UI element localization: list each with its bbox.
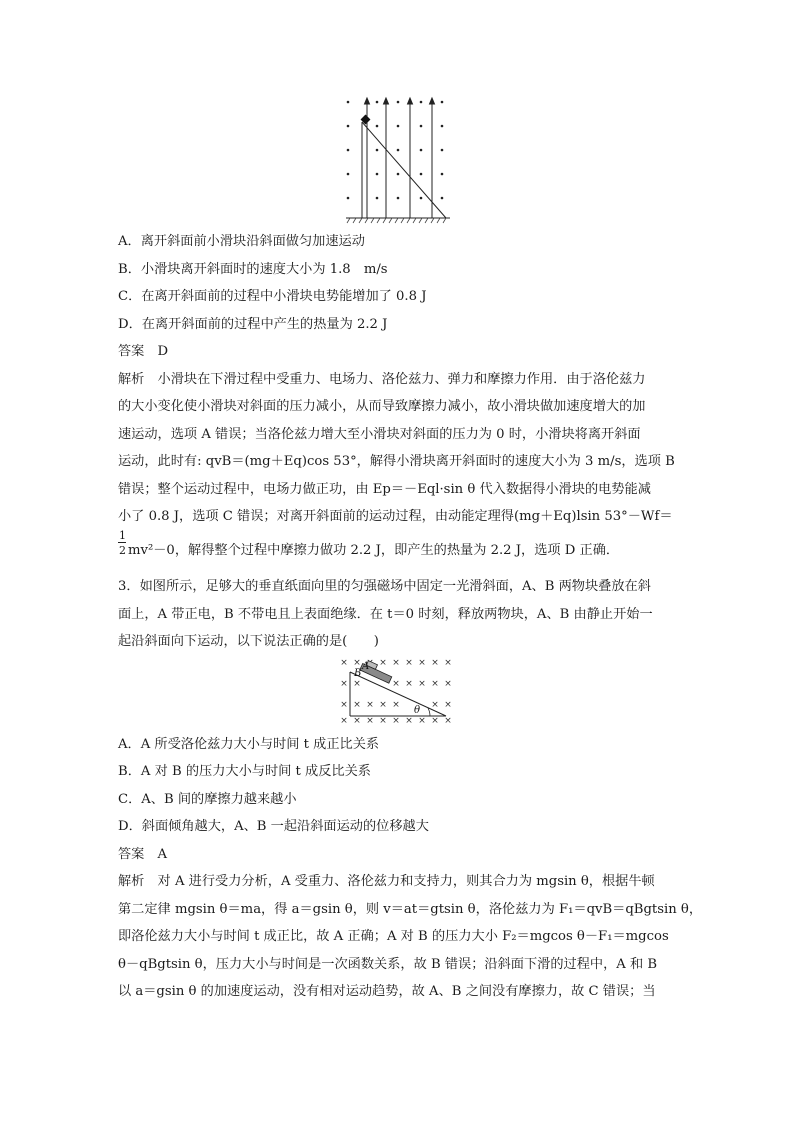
q2-analysis-line-7: mv²－0，解得整个过程中摩擦力做功 2.2 J，即产生的热量为 2.2 J，选项 D 正确． [128, 543, 620, 558]
svg-text:×: × [418, 658, 426, 668]
svg-text:×: × [418, 679, 426, 689]
svg-text:×: × [431, 658, 439, 668]
svg-text:×: × [366, 716, 374, 726]
svg-text:×: × [392, 658, 400, 668]
label-b: B [354, 668, 362, 679]
q3-analysis-line-3: 即洛伦兹力大小与时间 t 成正比，故 A 正确；A 对 B 的压力大小 F₂＝mgcos θ－F₁＝mgcos [118, 929, 669, 944]
q3-option-d: D．斜面倾角越大，A、B 一起沿斜面运动的位移越大 [118, 819, 429, 834]
q3-stem-line-1: 3．如图所示，足够大的垂直纸面向里的匀强磁场中固定一光滑斜面，A、B 两物块叠放在斜 [118, 579, 651, 594]
q2-option-b: B．小滑块离开斜面时的速度大小为 1.8 m/s [118, 262, 388, 277]
svg-text:×: × [340, 700, 348, 710]
svg-text:×: × [379, 716, 387, 726]
q3-analysis-line-4: θ－qBgtsin θ，压力大小与时间是一次函数关系，故 B 错误；沿斜面下滑的过程中，A 和 B [118, 957, 658, 972]
svg-text:×: × [353, 716, 361, 726]
q2-option-d: D．在离开斜面前的过程中产生的热量为 2.2 J [118, 317, 388, 332]
q2-option-c: C．在离开斜面前的过程中小滑块电势能增加了 0.8 J [118, 289, 427, 304]
q2-analysis-line-4: 运动，此时有: qvB＝(mg＋Eq)cos 53°，解得小滑块离开斜面时的速度大小为 3 m/s，选项 B [118, 454, 675, 469]
label-a: A [362, 661, 370, 672]
q2-analysis-line-2: 的大小变化使小滑块对斜面的压力减小，从而导致摩擦力减小，故小滑块做加速度增大的加 [118, 399, 646, 414]
q2-analysis-line-3: 速运动，选项 A 错误；当洛伦兹力增大至小滑块对斜面的压力为 0 时，小滑块将离开斜面 [118, 427, 641, 442]
svg-text:×: × [340, 658, 348, 668]
q3-option-c: C．A、B 间的摩擦力越来越小 [118, 792, 297, 807]
q3-analysis-line-5: 以 a＝gsin θ 的加速度运动，没有相对运动趋势，故 A、B 之间没有摩擦力，故 C 错误；当 [118, 984, 656, 999]
q3-stem-line-3: 起沿斜面向下运动，以下说法正确的是( ) [118, 634, 379, 649]
svg-text:×: × [392, 700, 400, 710]
magnetic-incline-figure [336, 656, 460, 726]
q2-analysis-line-6: 小了 0.8 J，选项 C 错误；对离开斜面前的运动过程，由动能定理得(mg＋Eq)lsin 53°－Wf＝ [118, 509, 673, 524]
svg-text:×: × [405, 716, 413, 726]
q3-option-b: B．A 对 B 的压力大小与时间 t 成反比关系 [118, 764, 371, 779]
svg-text:×: × [392, 679, 400, 689]
q3-option-a: A．A 所受洛伦兹力大小与时间 t 成正比关系 [118, 737, 380, 752]
q3-analysis-line-2: 第二定律 mgsin θ＝ma，得 a＝gsin θ，则 v＝at＝gtsin θ，洛伦兹力为 F₁＝qvB＝qBgtsin θ， [118, 902, 703, 917]
svg-text:×: × [379, 700, 387, 710]
svg-text:×: × [340, 679, 348, 689]
svg-text:×: × [418, 716, 426, 726]
q2-answer: 答案 D [118, 344, 169, 359]
svg-text:×: × [353, 679, 361, 689]
svg-text:×: × [431, 716, 439, 726]
q3-stem-line-2: 面上，A 带正电，B 不带电且上表面绝缘．在 t＝0 时刻，释放两物块，A、B 由静止开始一 [118, 607, 653, 622]
q3-analysis-line-1: 解析 对 A 进行受力分析，A 受重力、洛伦兹力和支持力，则其合力为 mgsin θ，根据牛顿 [118, 874, 655, 889]
svg-text:×: × [431, 700, 439, 710]
q2-analysis-line-5: 错误；整个运动过程中，电场力做正功，由 Ep＝－Eql·sin θ 代入数据得小滑块的电势能减 [118, 482, 651, 497]
fraction-denominator: 2 [119, 544, 126, 557]
svg-text:×: × [379, 658, 387, 668]
svg-text:×: × [444, 700, 452, 710]
fraction-numerator: 1 [119, 529, 126, 542]
svg-text:×: × [353, 700, 361, 710]
svg-text:×: × [444, 716, 452, 726]
label-theta: θ [414, 705, 421, 716]
q2-analysis-line-1: 解析 小滑块在下滑过程中受重力、电场力、洛伦兹力、弹力和摩擦力作用．由于洛伦兹力 [118, 372, 646, 387]
svg-text:×: × [405, 658, 413, 668]
svg-text:×: × [444, 679, 452, 689]
q3-answer: 答案 A [118, 847, 168, 862]
svg-text:×: × [340, 716, 348, 726]
svg-text:×: × [431, 679, 439, 689]
svg-text:×: × [405, 679, 413, 689]
svg-text:×: × [392, 716, 400, 726]
svg-text:×: × [366, 700, 374, 710]
fraction-bar [118, 542, 126, 543]
field-incline-figure [340, 96, 456, 224]
svg-text:×: × [444, 658, 452, 668]
q2-option-a: A．离开斜面前小滑块沿斜面做匀加速运动 [118, 234, 365, 249]
svg-text:×: × [353, 658, 361, 668]
